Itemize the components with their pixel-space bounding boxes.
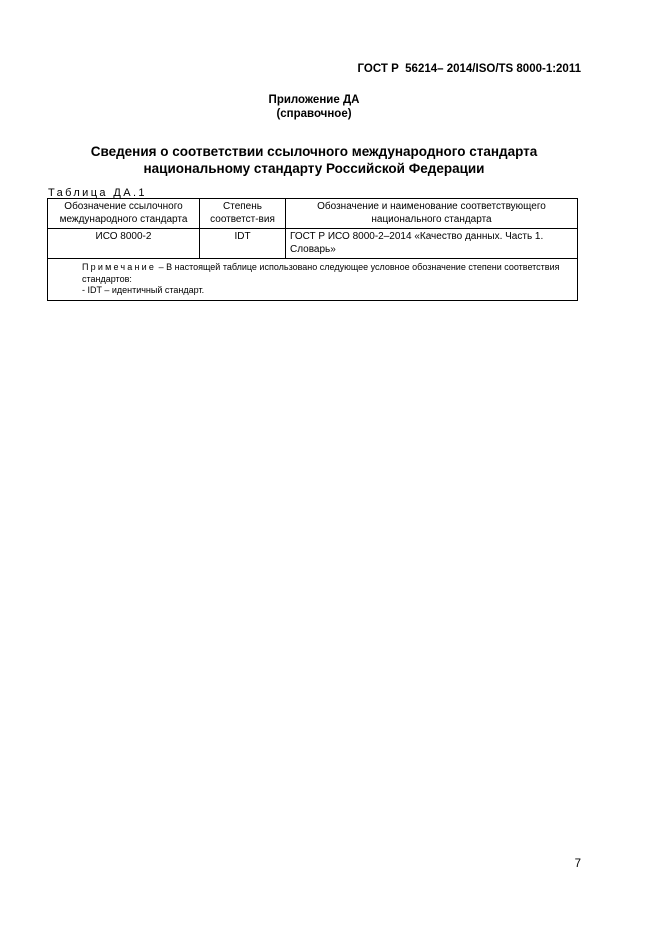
cell-degree: IDT [200,229,286,259]
section-title-line-1: Сведения о соответствии ссылочного международного стандарта [90,144,538,159]
correspondence-table [47,198,578,301]
note-list-item: - IDT – идентичный стандарт. [82,285,205,295]
header-national-standard: Обозначение и наименование соответствующего национального стандарта [286,199,578,229]
table-caption: Таблица ДА.1 [48,187,147,199]
table-row [48,229,578,259]
section-title [0,143,628,177]
cell-international-standard: ИСО 8000-2 [48,229,200,259]
section-title-line-2: национальному стандарту Российской Федерации [143,161,485,176]
annex-title: Приложение ДА [268,94,360,106]
standard-code: ГОСТ Р 56214– 2014/ISO/TS 8000-1:2011 [357,63,581,75]
table-note [48,259,578,301]
note-text: – В настоящей таблице использовано следующее условное обозначение степени соответствия стандартов: [82,262,560,284]
table-note-row [48,259,578,301]
annex-heading [0,93,628,121]
cell-national-standard: ГОСТ Р ИСО 8000-2–2014 «Качество данных. Часть 1. Словарь» [286,229,578,259]
note-label: Примечание [82,262,157,272]
table-header-row [48,199,578,229]
header-international-standard: Обозначение ссылочного международного стандарта [48,199,200,229]
annex-status: (справочное) [276,108,352,120]
page-number: 7 [574,858,581,870]
header-degree: Степень соответст-вия [200,199,286,229]
